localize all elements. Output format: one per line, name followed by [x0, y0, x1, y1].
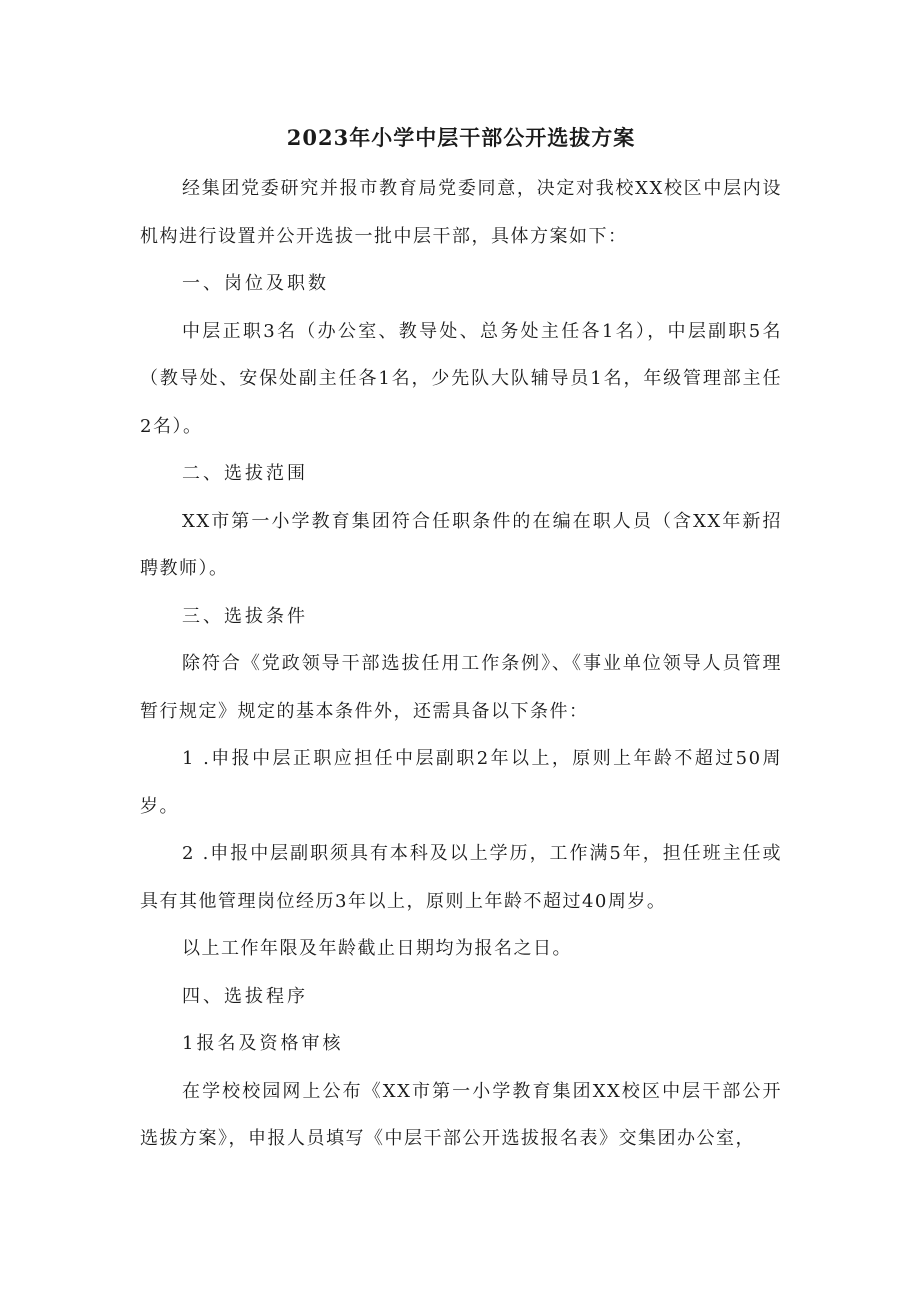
document-page — [140, 118, 782, 1163]
date-note: 以上工作年限及年龄截止日期均为报名之日。 — [182, 938, 572, 959]
document-title: 2023年小学中层干部公开选拔方案 — [286, 125, 636, 150]
section-2-body: XX市第一小学教育集团符合任职条件的在编在职人员（含XX年新招聘教师）。 — [140, 510, 782, 579]
section-1-heading: 一、岗位及职数 — [182, 273, 329, 294]
section-3-body: 除符合《党政领导干部选拔任用工作条例》、《事业单位领导人员管理暂行规定》规定的基本条件外，还需具备以下条件： — [140, 653, 782, 722]
condition-item-1: 1 .申报中层正职应担任中层副职2年以上，原则上年龄不超过50周岁。 — [140, 748, 782, 817]
subsection-1-body: 在学校校园网上公布《XX市第一小学教育集团XX校区中层干部公开选拔方案》，申报人员填写《中层干部公开选拔报名表》交集团办公室， — [140, 1080, 782, 1149]
subsection-1-heading: 1报名及资格审核 — [182, 1033, 344, 1054]
section-4-heading: 四、选拔程序 — [182, 985, 308, 1007]
section-1-body: 中层正职3名（办公室、教导处、总务处主任各1名），中层副职5名（教导处、安保处副主任各1名，少先队大队辅导员1名，年级管理部主任2名）。 — [140, 320, 782, 437]
intro-paragraph: 经集团党委研究并报市教育局党委同意，决定对我校XX校区中层内设机构进行设置并公开选拔一批中层干部，具体方案如下： — [140, 178, 782, 247]
section-3-heading: 三、选拔条件 — [182, 605, 308, 627]
section-2-heading: 二、选拔范围 — [182, 463, 308, 484]
condition-item-2: 2 .申报中层副职须具有本科及以上学历，工作满5年，担任班主任或具有其他管理岗位经历3年以上，原则上年龄不超过40周岁。 — [140, 843, 782, 912]
